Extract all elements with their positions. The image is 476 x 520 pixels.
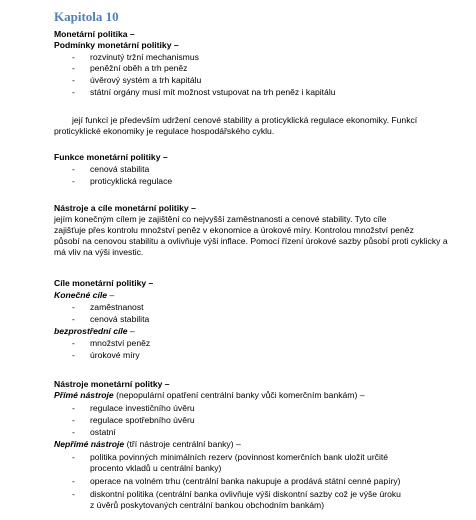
list-item: zaměstnanost <box>90 302 144 312</box>
list-dash: - <box>72 476 75 486</box>
tools-goals-heading: Nástroje a cíle monetární politiky – <box>54 203 196 213</box>
list-item: ostatní <box>90 427 116 437</box>
list-item: regulace spotřebního úvěru <box>90 415 195 425</box>
direct-tools-label: Přímé nástroje <box>54 390 114 400</box>
list-dash: - <box>72 87 75 97</box>
list-item: úvěrový systém a trh kapitálu <box>90 75 202 85</box>
list-dash: - <box>72 63 75 73</box>
list-item: státní orgány musí mít možnost vstupovat na trh peněz i kapitálu <box>90 87 336 97</box>
list-dash: - <box>72 164 75 174</box>
tools-goals-paragraph-line: jejím konečným cílem je zajištění co nejvyšší zaměstnanosti a cenové stability. Tyto cíle <box>54 214 387 224</box>
list-dash: - <box>72 176 75 186</box>
list-item-line: operace na volném trhu (centrální banka nakupuje a prodává státní cenné papíry) <box>90 476 401 486</box>
direct-tools-row <box>54 390 364 401</box>
list-item: cenová stabilita <box>90 164 150 174</box>
indirect-tools-label: Nepřímé nástroje <box>54 439 125 449</box>
final-goals-label: Konečné cíle <box>54 290 108 300</box>
list-dash: - <box>72 403 75 413</box>
list-item-line: procento vkladů u centrální banky) <box>90 463 222 473</box>
tools-goals-paragraph-line: působí na cenovou stabilitu a ovlivňuje výši inflace. Pomocí řízení úrokové sazby působí proti cyklicky a <box>54 236 448 246</box>
monetary-policy-heading: Monetární politika – <box>54 29 135 39</box>
list-item: rozvinutý tržní mechanismus <box>90 52 199 62</box>
list-dash: - <box>72 350 75 360</box>
tools-heading: Nástroje monetární politky – <box>54 379 170 389</box>
tools-goals-paragraph-line: zajišťuje přes kontrolu množství peněz v ekonomice a úrokové míry. Kontrolou množství peněz <box>54 225 414 235</box>
goals-heading: Cíle monetární politiky – <box>54 278 154 288</box>
functions-heading: Funkce monetární politiky – <box>54 152 168 162</box>
list-dash: - <box>72 452 75 462</box>
list-dash: - <box>72 75 75 85</box>
list-dash: - <box>72 427 75 437</box>
list-item-line: diskontní politika (centrální banka ovlivňuje výši diskontní sazby což je výše úroku <box>90 489 401 499</box>
list-item: množství peněz <box>90 338 151 348</box>
list-item: regulace investičního úvěru <box>90 403 195 413</box>
final-goals-label-row: Konečné cíle – <box>54 290 115 300</box>
list-item: peněžní oběh a trh peněz <box>90 63 188 73</box>
intro-paragraph-line: její funkcí je především udržení cenové stability a proticyklická regulace ekonomiky. Funkcí <box>72 115 418 125</box>
intro-paragraph-line: proticyklické ekonomiky je regulace hospodářského cyklu. <box>54 126 275 136</box>
direct-tools-note: (nepopulární opatření centrální banky vůči komerčním bankám) – <box>113 390 365 400</box>
conditions-heading: Podmínky monetární politiky – <box>54 40 179 50</box>
list-item-line: z úvěrů poskytovaných centrální bankou obchodním bankám) <box>90 500 325 510</box>
list-dash: - <box>72 52 75 62</box>
list-dash: - <box>72 314 75 324</box>
indirect-tools-note: (tří nástroje centrální banky) – <box>124 439 241 449</box>
list-item: cenová stabilita <box>90 314 150 324</box>
list-item: proticyklická regulace <box>90 176 173 186</box>
indirect-tools-row <box>54 439 241 450</box>
list-item-line: politika povinných minimálních rezerv (povinnost komerčních bank uložit určité <box>90 452 389 462</box>
list-dash: - <box>72 302 75 312</box>
list-dash: - <box>72 415 75 425</box>
immediate-goals-label: bezprostřední cíle <box>54 326 128 336</box>
list-dash: - <box>72 338 75 348</box>
chapter-title: Kapitola 10 <box>54 9 119 24</box>
list-dash: - <box>72 489 75 499</box>
immediate-goals-label-row: bezprostřední cíle – <box>54 326 135 336</box>
tools-goals-paragraph-line: má vliv na výši investic. <box>54 247 144 257</box>
list-item: úrokové míry <box>90 350 140 360</box>
